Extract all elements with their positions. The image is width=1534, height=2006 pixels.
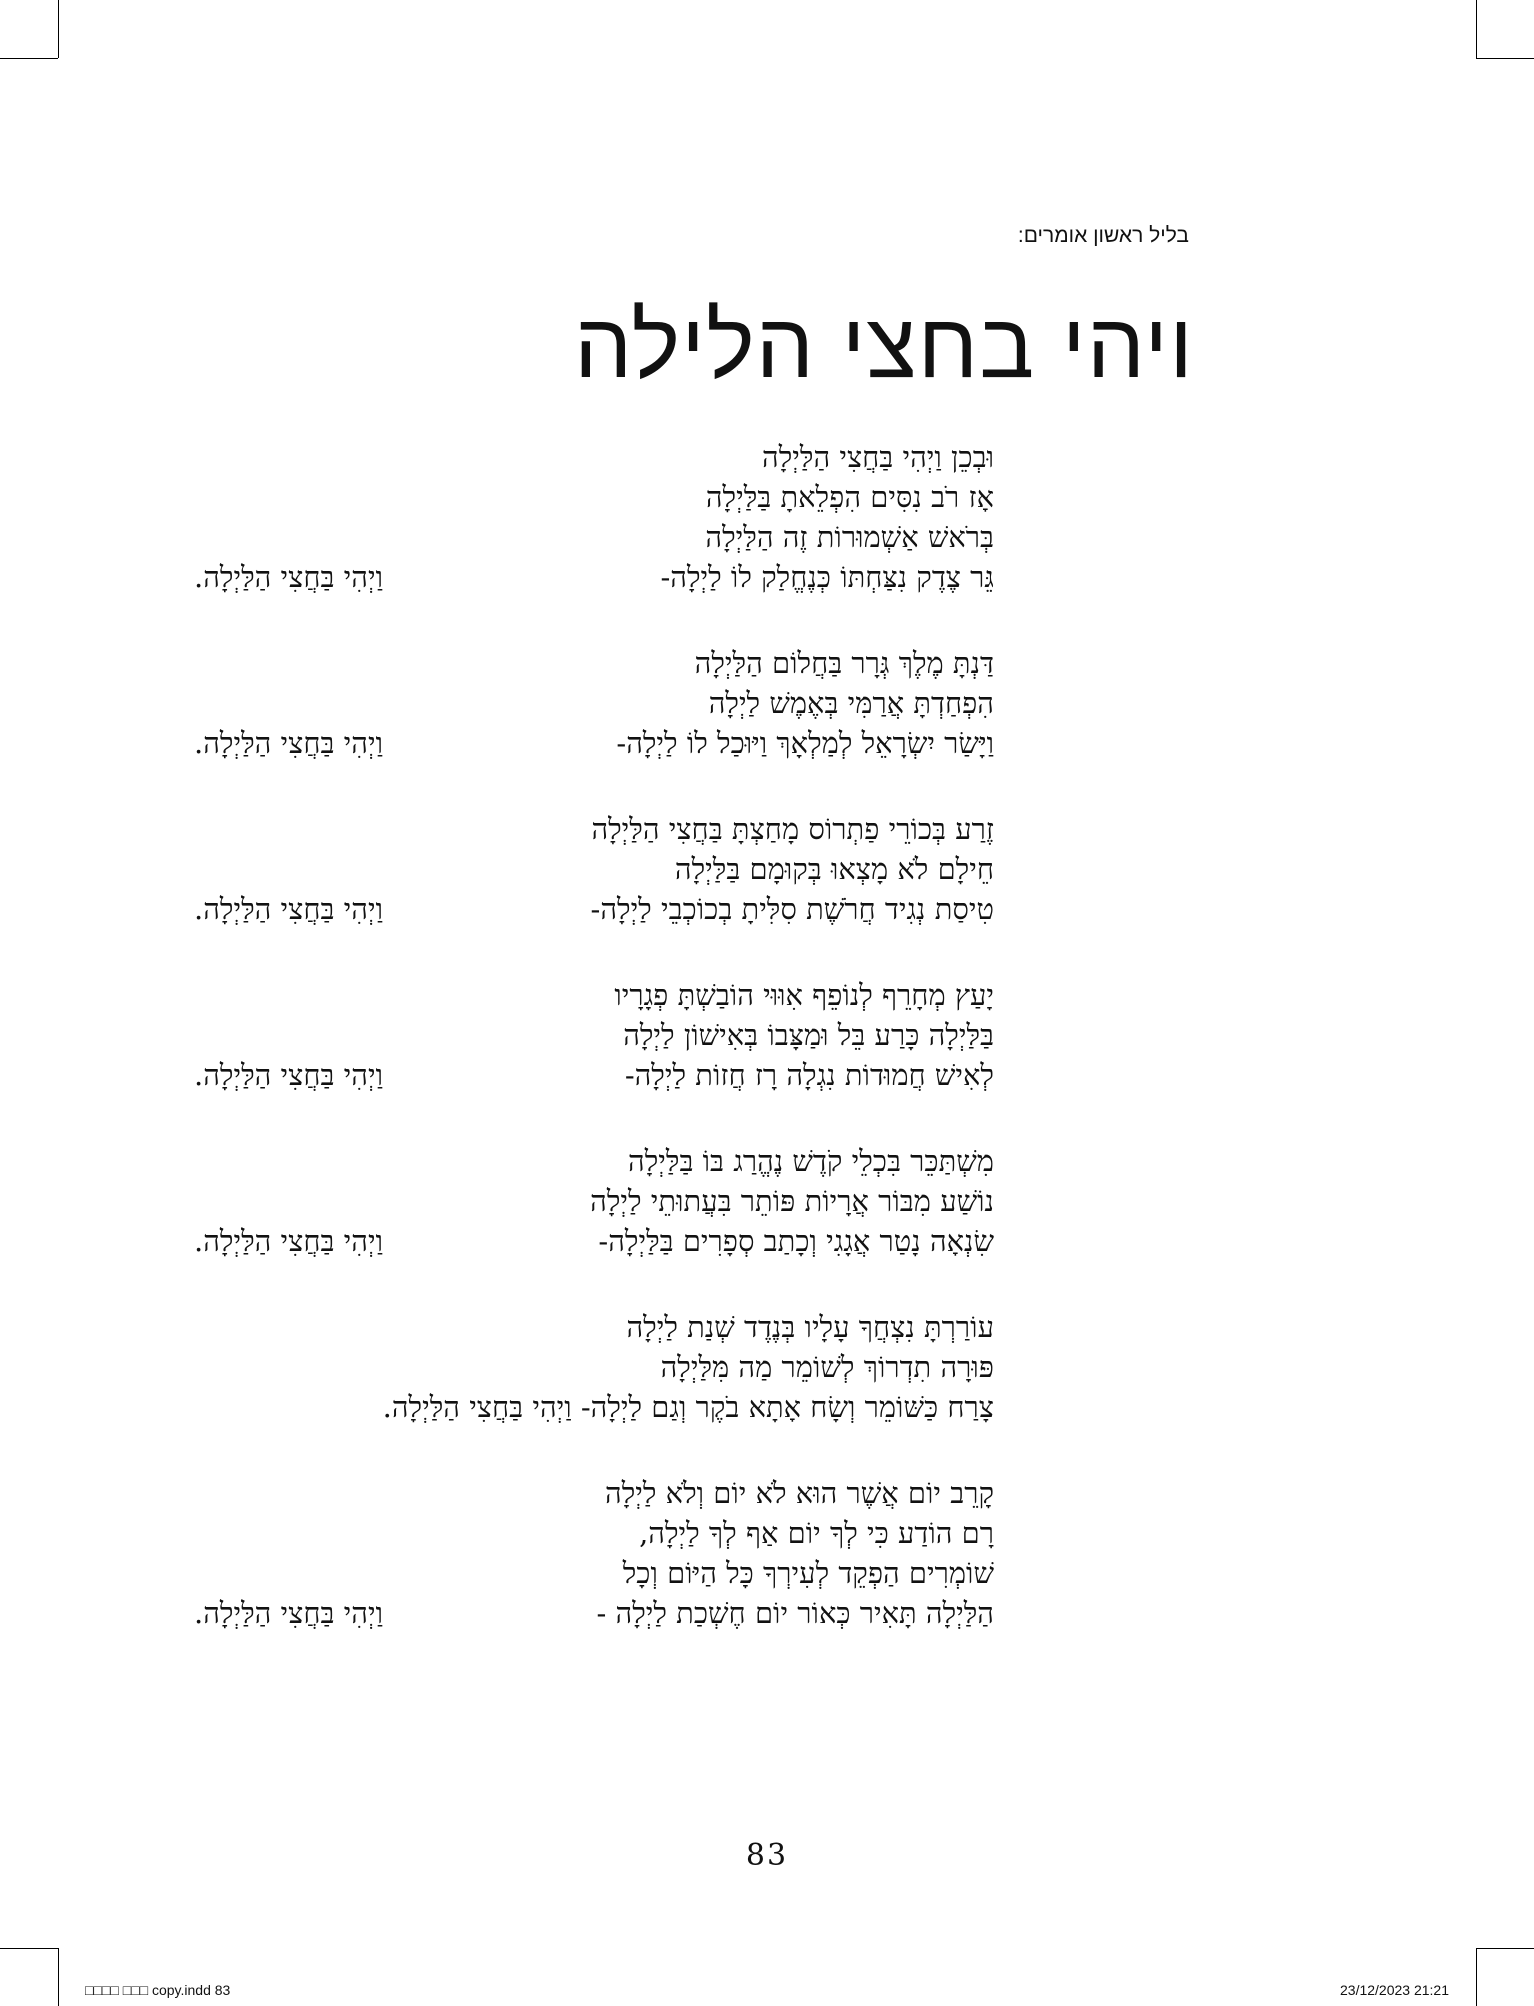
intro-note: בליל ראשון אומרים:	[1017, 224, 1189, 247]
refrain: וַיְהִי בַּחֲצִי הַלַּיְלָה.	[194, 726, 383, 760]
crop-mark	[1476, 1948, 1477, 2006]
stanza	[194, 1141, 994, 1261]
poem-line	[194, 1593, 994, 1633]
poem-line	[194, 1181, 994, 1221]
poem-line-text: פּוּרָה תִדְרוֹךְ לְשׁוֹמֵר מַה מִּלַּיְלָה	[660, 1350, 994, 1384]
poem-line	[194, 1473, 994, 1513]
stanza	[194, 809, 994, 929]
slug-date: 23/12/2023 21:21	[1340, 1982, 1449, 1998]
poem-line	[194, 1553, 994, 1593]
refrain: וַיְהִי בַּחֲצִי הַלַּיְלָה.	[194, 1224, 383, 1258]
poem-line-text: וַיָּשַׂר יִשְׂרָאֵל לְמַלְאָךְ וַיּוּכַל לוֹ לַיְלָה-	[616, 726, 994, 760]
poem-line	[194, 1513, 994, 1553]
poem	[194, 437, 994, 1679]
poem-line-text: הַלַּיְלָה תָּאִיר כְּאוֹר יוֹם חֶשְׁכַת לַיְלָה -	[596, 1596, 994, 1630]
stanza	[194, 437, 994, 597]
poem-line-text: טִיסַת נְגִיד חֲרֹשֶׁת סִלִּיתָ בְכוֹכְבֵי לַיְלָה-	[590, 892, 994, 926]
poem-line	[194, 1141, 994, 1181]
stanza	[194, 1473, 994, 1633]
poem-line	[194, 1387, 994, 1427]
page-number: 83	[745, 1838, 789, 1873]
poem-line-text: חֵילָם לֹא מָצְאוּ בְּקוּמָם בַּלַּיְלָה	[674, 852, 994, 886]
poem-line-text: דַּנְתָּ מֶלֶךְ גְּרָר בַּחֲלוֹם הַלַּיְלָה	[694, 646, 994, 680]
poem-line-text: שִׂנְאָה נָטַר אֲגָגִי וְכָתַב סְפָרִים בַּלַּיְלָה-	[598, 1224, 994, 1258]
poem-line	[194, 477, 994, 517]
crop-mark	[58, 1948, 59, 2006]
poem-line	[194, 723, 994, 763]
poem-line-text: וּבְכֵן וַיְהִי בַּחֲצִי הַלַּיְלָה	[762, 440, 994, 474]
poem-line-text: לְאִישׁ חֲמוּדוֹת נִגְלָה רָז חֲזוֹת לַיְלָה-	[624, 1058, 994, 1092]
refrain: וַיְהִי בַּחֲצִי הַלַּיְלָה.	[194, 560, 383, 594]
crop-mark	[1476, 1948, 1534, 1949]
poem-line-text: עוֹרַרְתָּ נִצְחֲךָ עָלָיו בְּנֶדֶד שְׁנַת לַיְלָה	[626, 1310, 994, 1344]
poem-line-text: אָז רֹב נִסִּים הִפְלֵאתָ בַּלַּיְלָה	[705, 480, 994, 514]
crop-mark	[0, 58, 58, 59]
poem-line-text: זֶרַע בְּכוֹרֵי פַתְרוֹס מָחַצְתָּ בַּחֲצִי הַלַּיְלָה	[591, 812, 994, 846]
poem-line	[194, 437, 994, 477]
stanza	[194, 975, 994, 1095]
poem-line-text: נוֹשַׁע מִבּוֹר אֲרָיוֹת פּוֹתֵר בִּעֲתוּתֵי לַיְלָה	[590, 1184, 994, 1218]
stanza	[194, 1307, 994, 1427]
crop-mark	[1476, 58, 1534, 59]
poem-line	[194, 1015, 994, 1055]
poem-line	[194, 1221, 994, 1261]
stanza	[194, 643, 994, 763]
poem-line-text: צָרַח כַּשּׁוֹמֵר וְשָׂח אָתָא בֹקֶר וְגַם לַיְלָה- וַיְהִי בַּחֲצִי הַלַּיְלָה.	[382, 1390, 994, 1424]
poem-line	[194, 849, 994, 889]
poem-line	[194, 889, 994, 929]
poem-line	[194, 809, 994, 849]
poem-line-text: גֵּר צֶדֶק נִצַּחְתּוֹ כְּנֶחֱלַק לוֹ לַיְלָה-	[660, 560, 994, 594]
poem-line	[194, 975, 994, 1015]
poem-line-text: יָעַץ מְחָרֵף לְנוֹפֵף אִוּוּי הוֹבַשְׁתָּ פְגָרָיו	[614, 978, 994, 1012]
poem-line	[194, 1347, 994, 1387]
poem-line-text: בַּלַּיְלָה כָּרַע בֵּל וּמַצָּבוֹ בְּאִישׁוֹן לַיְלָה	[623, 1018, 994, 1052]
poem-line-text: קָרֵב יוֹם אֲשֶׁר הוּא לֹא יוֹם וְלֹא לַיְלָה	[605, 1476, 994, 1510]
poem-line	[194, 643, 994, 683]
crop-mark	[0, 1948, 58, 1949]
poem-line	[194, 1307, 994, 1347]
poem-line	[194, 1055, 994, 1095]
crop-mark	[58, 0, 59, 58]
poem-line-text: מִשְׁתַּכֵּר בִּכְלֵי קֹדֶשׁ נֶהֱרַג בּוֹ בַּלַּיְלָה	[628, 1144, 994, 1178]
refrain: וַיְהִי בַּחֲצִי הַלַּיְלָה.	[194, 892, 383, 926]
slug-file: □□□□ □□□ copy.indd 83	[85, 1982, 231, 1998]
refrain: וַיְהִי בַּחֲצִי הַלַּיְלָה.	[194, 1596, 383, 1630]
poem-line-text: רָם הוֹדַע כִּי לְךָ יוֹם אַף לְךָ לַיְלָה,	[639, 1516, 994, 1550]
poem-line-text: שׁוֹמְרִים הַפְקֵד לְעִירְךָ כָּל הַיּוֹם וְכָל	[622, 1556, 994, 1590]
poem-line	[194, 517, 994, 557]
poem-line-text: בְּרֹאשׁ אַשְׁמוּרוֹת זֶה הַלַּיְלָה	[705, 520, 994, 554]
poem-line	[194, 683, 994, 723]
poem-line-text: הִפְחַדְתָּ אֲרַמִּי בְּאֶמֶשׁ לַיְלָה	[708, 686, 994, 720]
page-title: ויהי בחצי הלילה	[573, 295, 1194, 397]
poem-line	[194, 557, 994, 597]
refrain: וַיְהִי בַּחֲצִי הַלַּיְלָה.	[194, 1058, 383, 1092]
crop-mark	[1476, 0, 1477, 58]
